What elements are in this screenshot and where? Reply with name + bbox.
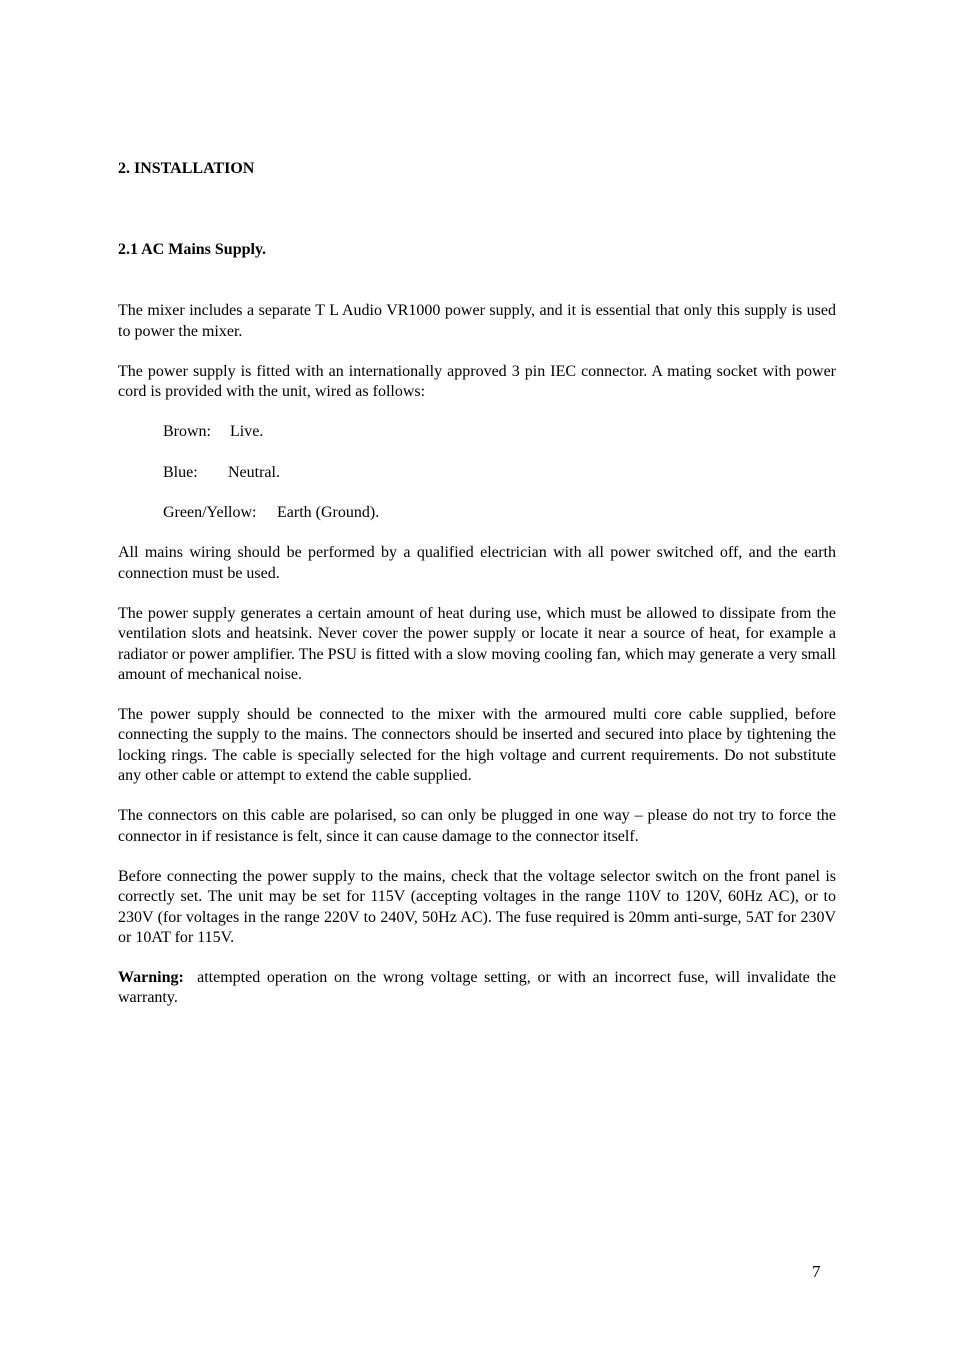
paragraph-electrician: All mains wiring should be performed by a qualified electrician with all power switched off, and the earth connection must be used. — [118, 544, 836, 582]
paragraph-heat: The power supply generates a certain amount of heat during use, which must be allowed to dissipate from the ventilation slots and heatsink. Never cover the power supply or locate it near a source of heat, for example a radiator or power amplifier. The PSU is fitted with a slow moving cooling fan, which may generate a very small amount of mechanical noise. — [118, 604, 836, 683]
wiring-meaning: Earth (Ground). — [277, 504, 380, 522]
wiring-color-label: Green/Yellow: — [163, 504, 257, 522]
wiring-color-label: Brown: — [163, 423, 211, 441]
paragraph-psu-intro: The mixer includes a separate T L Audio VR1000 power supply, and it is essential that only this supply is used to power the mixer. — [118, 302, 836, 340]
wiring-item-blue — [163, 463, 836, 483]
section-heading: 2. INSTALLATION — [118, 160, 255, 177]
paragraph-iec-connector: The power supply is fitted with an internationally approved 3 pin IEC connector. A mating socket with power cord is provided with the unit, wired as follows: — [118, 362, 836, 401]
wiring-meaning: Live. — [230, 423, 264, 441]
wiring-item-brown — [163, 422, 836, 442]
paragraph-voltage-selector: Before connecting the power supply to the mains, check that the voltage selector switch on the front panel is correctly set. The unit may be set for 115V (accepting voltages in the range 110V to 120V, 60Hz AC), or to 230V (for voltages in the range 220V to 240V, 50Hz AC). The fuse required is 20mm anti-surge, 5AT for 230V or 10AT for 115V. — [118, 867, 836, 946]
paragraph-polarised: The connectors on this cable are polarised, so can only be plugged in one way – please do not try to force the connector in if resistance is felt, since it can cause damage to the connector itself. — [118, 807, 836, 845]
subsection-heading: 2.1 AC Mains Supply. — [118, 241, 267, 258]
page-body — [118, 159, 836, 1009]
wiring-item-green-yellow — [163, 503, 836, 523]
wiring-color-label: Blue: — [163, 463, 198, 481]
page-number: 7 — [812, 1262, 821, 1281]
wiring-meaning: Neutral. — [228, 463, 280, 481]
warning-label: Warning: — [118, 969, 184, 987]
warning-text: attempted operation on the wrong voltage setting, or with an incorrect fuse, will invalidate the warranty. — [118, 969, 836, 1007]
paragraph-cable: The power supply should be connected to the mixer with the armoured multi core cable supplied, before connecting the supply to the mains. The connectors should be inserted and secured into place by tightening the locking rings. The cable is specially selected for the high voltage and current requirements. Do not substitute any other cable or attempt to extend the cable supplied. — [118, 706, 836, 785]
warning-paragraph — [118, 968, 836, 1009]
